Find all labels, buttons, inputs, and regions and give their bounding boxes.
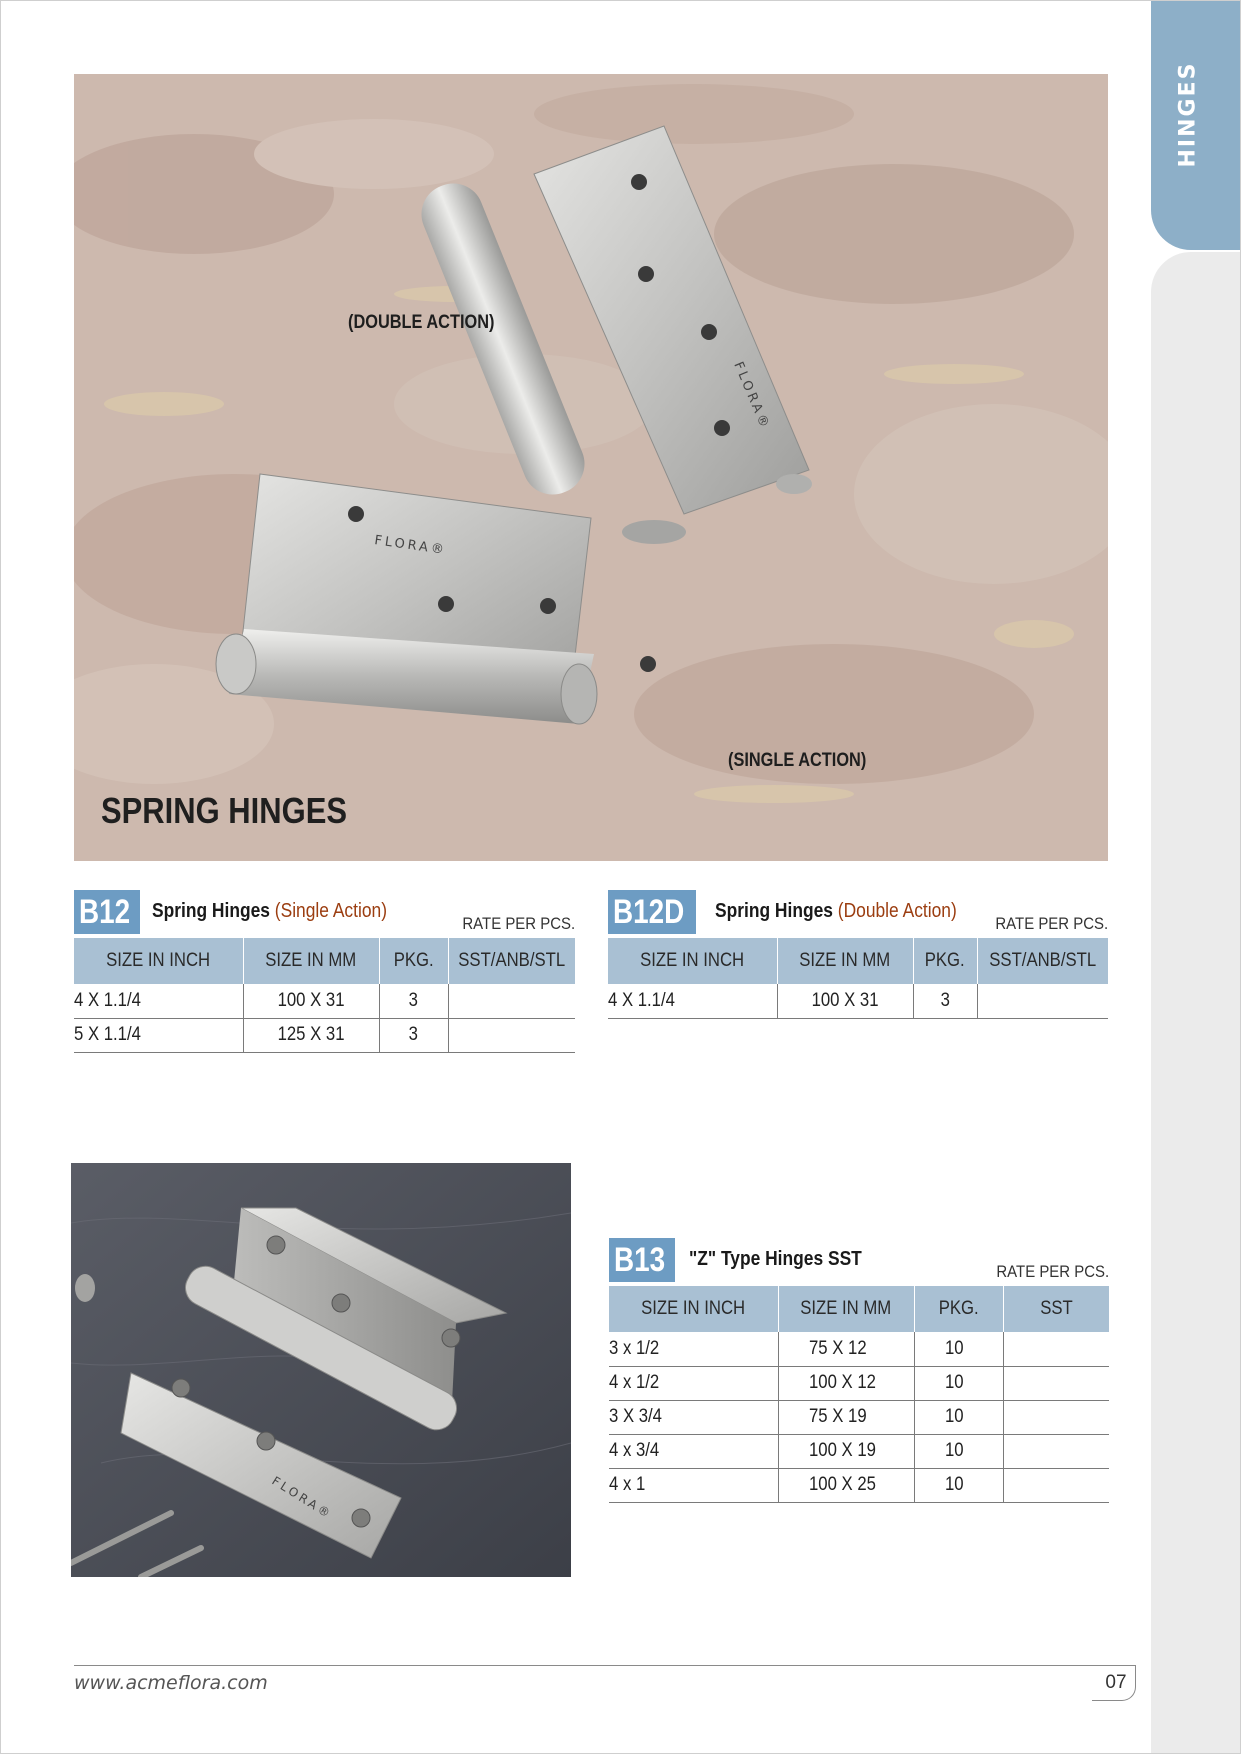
product-name-text: Spring Hinges — [715, 900, 833, 922]
size-mm-cell: 100 X 31 — [777, 984, 913, 1018]
size-inch-cell: 3 X 3/4 — [609, 1400, 778, 1434]
hero-photo-illustration — [74, 74, 1108, 861]
z-hinge-product-photo — [71, 1163, 571, 1577]
product-code-badge: B12 — [74, 890, 140, 934]
column-header: SIZE IN INCH — [74, 938, 243, 984]
product-name-text: Spring Hinges — [152, 900, 270, 922]
spec-table-b13 — [609, 1286, 1109, 1503]
product-variant: (Single Action) — [274, 900, 387, 922]
column-header: SST/ANB/STL — [977, 938, 1108, 984]
section-tab-label: HINGES — [1175, 61, 1201, 168]
table-row — [609, 1400, 1109, 1434]
page-number: 07 — [1105, 1672, 1127, 1693]
size-inch-cell: 4 X 1.1/4 — [608, 984, 777, 1018]
rate-cell[interactable] — [1003, 1434, 1109, 1468]
hinge-brand-mark-2: FLORA® — [730, 359, 773, 433]
rate-per-pcs-label: RATE PER PCS. — [996, 1262, 1109, 1281]
rate-cell[interactable] — [1003, 1400, 1109, 1434]
column-header: SIZE IN MM — [778, 1286, 914, 1332]
footer-divider — [74, 1665, 1136, 1666]
rate-per-pcs-label: RATE PER PCS. — [995, 914, 1108, 933]
table-row — [609, 1434, 1109, 1468]
footer-website-link[interactable]: www.acmeflora.com — [74, 1672, 268, 1694]
rate-per-pcs-label: RATE PER PCS. — [462, 914, 575, 933]
product-block-b12 — [74, 890, 575, 1050]
rate-cell[interactable] — [1003, 1468, 1109, 1502]
table-row — [609, 1366, 1109, 1400]
pkg-cell: 3 — [913, 984, 977, 1018]
product-name — [152, 900, 387, 923]
spec-table-b12 — [74, 938, 575, 1053]
size-inch-cell: 4 x 1 — [609, 1468, 778, 1502]
table-header-row — [608, 938, 1108, 984]
table-row — [608, 984, 1108, 1018]
product-name — [715, 900, 957, 923]
hinge-brand-mark: FLORA® — [373, 533, 448, 559]
size-mm-cell: 100 X 31 — [243, 984, 379, 1018]
double-action-caption: (DOUBLE ACTION) — [348, 312, 495, 333]
z-hinge-photo-illustration — [71, 1163, 571, 1577]
product-code-badge: B12D — [608, 890, 696, 934]
product-name-text: "Z" Type Hinges SST — [689, 1248, 862, 1270]
size-inch-cell: 5 X 1.1/4 — [74, 1018, 243, 1052]
column-header: SST — [1003, 1286, 1109, 1332]
side-strip-lower — [1151, 252, 1241, 1754]
size-mm-cell: 75 X 19 — [778, 1400, 914, 1434]
hero-title: SPRING HINGES — [101, 790, 348, 831]
table-header-row — [609, 1286, 1109, 1332]
size-inch-cell: 4 x 1/2 — [609, 1366, 778, 1400]
pkg-cell: 3 — [379, 1018, 448, 1052]
table-row — [74, 1018, 575, 1052]
size-inch-cell: 4 X 1.1/4 — [74, 984, 243, 1018]
pkg-cell: 3 — [379, 984, 448, 1018]
column-header: SIZE IN INCH — [609, 1286, 778, 1332]
pkg-cell: 10 — [914, 1332, 1003, 1366]
size-mm-cell: 100 X 25 — [778, 1468, 914, 1502]
column-header: PKG. — [379, 938, 448, 984]
spec-table-b12d — [608, 938, 1108, 1019]
pkg-cell: 10 — [914, 1468, 1003, 1502]
rate-cell[interactable] — [977, 984, 1108, 1018]
rate-cell[interactable] — [448, 1018, 575, 1052]
rate-cell[interactable] — [1003, 1332, 1109, 1366]
product-variant: (Double Action) — [837, 900, 957, 922]
pkg-cell: 10 — [914, 1400, 1003, 1434]
product-name — [689, 1248, 862, 1271]
column-header: SIZE IN MM — [777, 938, 913, 984]
z-hinge-brand-mark: FLORA® — [269, 1473, 336, 1522]
size-mm-cell: 75 X 12 — [778, 1332, 914, 1366]
table-header-row — [74, 938, 575, 984]
table-row — [609, 1332, 1109, 1366]
column-header: PKG. — [913, 938, 977, 984]
column-header: SIZE IN INCH — [608, 938, 777, 984]
product-code-badge: B13 — [609, 1238, 675, 1282]
single-action-caption: (SINGLE ACTION) — [728, 750, 867, 771]
rate-cell[interactable] — [448, 984, 575, 1018]
pkg-cell: 10 — [914, 1366, 1003, 1400]
column-header: SIZE IN MM — [243, 938, 379, 984]
size-mm-cell: 100 X 19 — [778, 1434, 914, 1468]
table-row — [609, 1468, 1109, 1502]
product-block-b12d — [608, 890, 1108, 1020]
size-mm-cell: 125 X 31 — [243, 1018, 379, 1052]
hero-product-photo — [74, 74, 1108, 861]
size-inch-cell: 4 x 3/4 — [609, 1434, 778, 1468]
size-mm-cell: 100 X 12 — [778, 1366, 914, 1400]
column-header: PKG. — [914, 1286, 1003, 1332]
pkg-cell: 10 — [914, 1434, 1003, 1468]
column-header: SST/ANB/STL — [448, 938, 575, 984]
table-row — [74, 984, 575, 1018]
size-inch-cell: 3 x 1/2 — [609, 1332, 778, 1366]
product-block-b13 — [609, 1238, 1109, 1508]
rate-cell[interactable] — [1003, 1366, 1109, 1400]
